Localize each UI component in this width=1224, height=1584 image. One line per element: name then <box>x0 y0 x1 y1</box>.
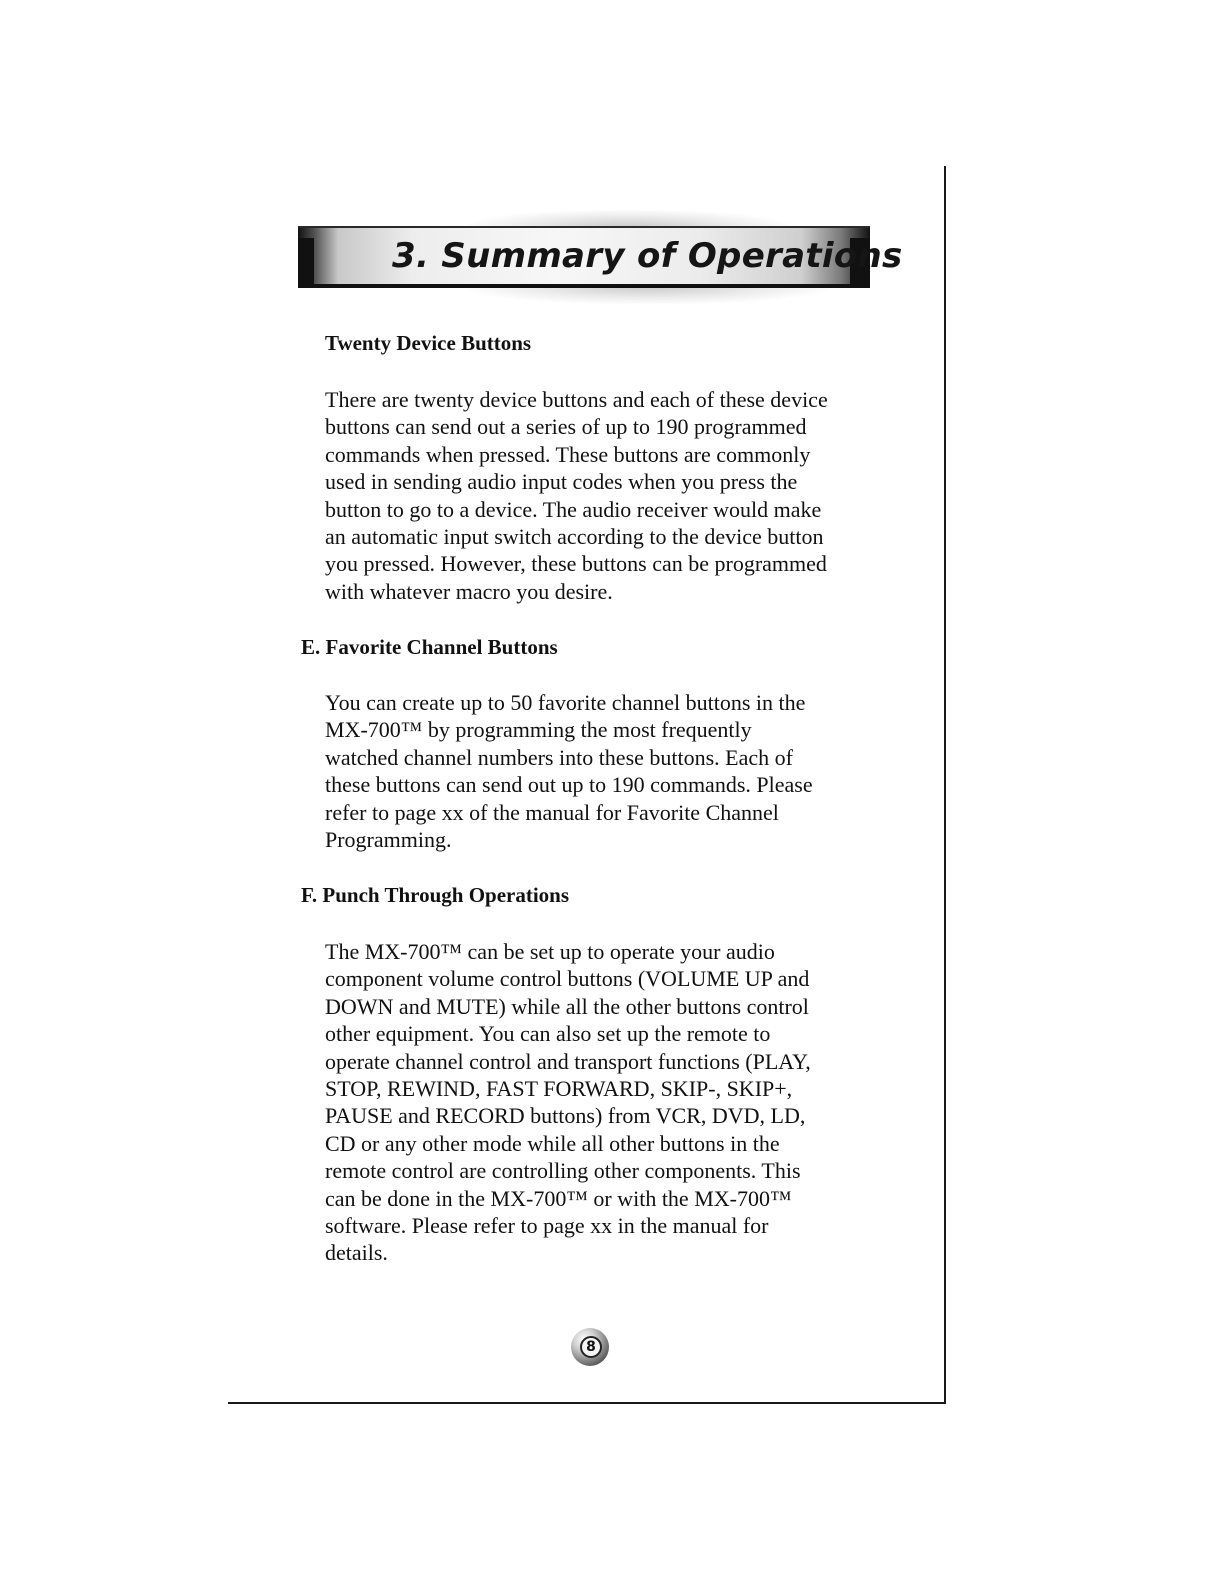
paragraph-line: remote control are controlling other components. This <box>325 1158 801 1184</box>
banner-shadow-bottom <box>468 286 828 304</box>
paragraph-line: with whatever macro you desire. <box>325 578 613 604</box>
paragraph-line: STOP, REWIND, FAST FORWARD, SKIP-, SKIP+, <box>325 1076 793 1102</box>
paragraph-twenty-device-buttons <box>325 386 925 605</box>
paragraph-line: You can create up to 50 favorite channel buttons in the <box>325 690 806 715</box>
paragraph-line: button to go to a device. The audio receiver would make <box>325 496 822 522</box>
section-title-banner <box>298 226 903 288</box>
paragraph-line: you pressed. However, these buttons can be programmed <box>325 551 827 577</box>
paragraph-line: MX-700™ by programming the most frequently <box>325 717 752 743</box>
paragraph-line: these buttons can send out up to 190 commands. Please <box>325 772 813 798</box>
paragraph-line: refer to page xx of the manual for Favorite Channel <box>325 799 779 825</box>
paragraph-line: component volume control buttons (VOLUME UP and <box>325 966 810 992</box>
paragraph-line: operate channel control and transport functions (PLAY, <box>325 1048 811 1074</box>
page-border-bottom <box>228 1402 946 1404</box>
paragraph-line: watched channel numbers into these buttons. Each of <box>325 744 793 770</box>
paragraph-line: other equipment. You can also set up the remote to <box>325 1021 771 1047</box>
paragraph-line: DOWN and MUTE) while all the other buttons control <box>325 993 809 1019</box>
paragraph-line: can be done in the MX-700™ or with the MX-700™ <box>325 1185 792 1211</box>
paragraph-punch-through-operations <box>325 938 925 1267</box>
page-title: 3. Summary of Operations <box>392 236 903 276</box>
paragraph-line: commands when pressed. These buttons are commonly <box>325 441 811 467</box>
paragraph-line: PAUSE and RECORD buttons) from VCR, DVD, LD, <box>325 1103 806 1129</box>
page-number-disc <box>580 1336 602 1358</box>
heading-punch-through-operations: F. Punch Through Operations <box>301 883 570 907</box>
heading-twenty-device-buttons: Twenty Device Buttons <box>325 331 532 355</box>
page-border-right <box>944 166 946 1404</box>
paragraph-line: The MX-700™ can be set up to operate your audio <box>325 939 775 964</box>
heading-favorite-channel-buttons: E. Favorite Channel Buttons <box>301 635 558 659</box>
banner-cap-left <box>298 238 314 288</box>
paragraph-line: Programming. <box>325 827 452 853</box>
paragraph-favorite-channel-buttons <box>325 689 925 853</box>
paragraph-line: an automatic input switch according to the device button <box>325 524 824 550</box>
page-number: 8 <box>586 1339 596 1355</box>
paragraph-line: CD or any other mode while all other buttons in the <box>325 1130 780 1156</box>
page-number-badge <box>571 1328 609 1366</box>
paragraph-line: buttons can send out a series of up to 190 programmed <box>325 414 807 440</box>
paragraph-line: details. <box>325 1240 388 1266</box>
paragraph-line: used in sending audio input codes when you press the <box>325 469 798 495</box>
paragraph-line: There are twenty device buttons and each of these device <box>325 387 828 412</box>
paragraph-line: software. Please refer to page xx in the manual for <box>325 1213 769 1239</box>
